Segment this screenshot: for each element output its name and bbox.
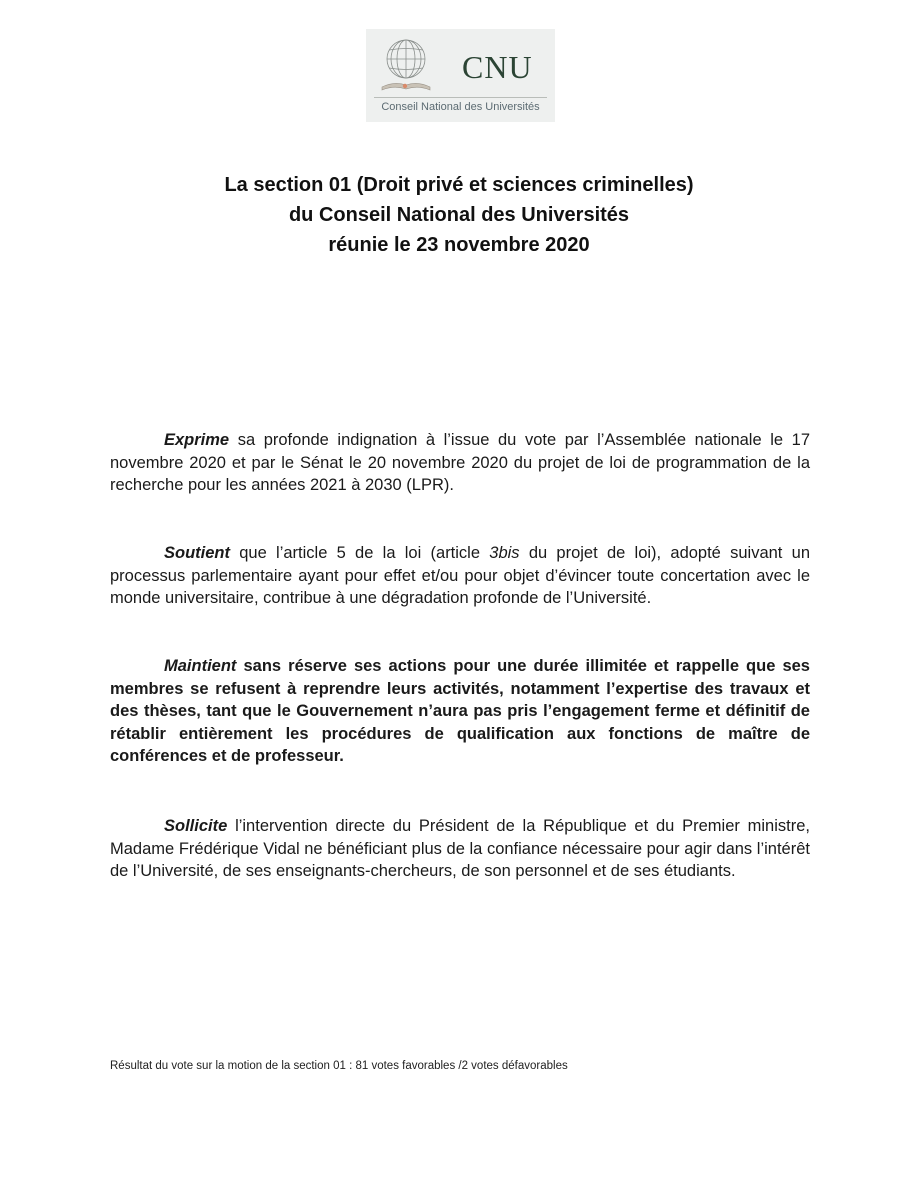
paragraph-exprime xyxy=(110,429,810,497)
verb-sollicite: Sollicite xyxy=(164,817,228,835)
paragraph-text: sans réserve ses actions pour une durée illimitée et rappelle que ses membres se refusent à reprendre leurs activités, notamment l’expertise des travaux et des thèses, tant que le Gouvernement n’aura pas pris l’engagement ferme et définitif de rétablir entièrement les procédures de qualification aux fonctions de maître de conférences et de professeur. xyxy=(110,657,810,765)
verb-exprime: Exprime xyxy=(164,431,230,449)
cnu-logo xyxy=(366,29,555,122)
title-line-3: réunie le 23 novembre 2020 xyxy=(328,234,590,256)
paragraph-text: que l’article 5 de la loi (article xyxy=(230,544,490,562)
paragraph-text: sa profonde indignation à l’issue du vote par l’Assemblée nationale le 17 novembre 2020 et par le Sénat le 20 novembre 2020 du projet de loi de programmation de la recherche pour les années 2021 à 2030 (LPR). xyxy=(110,431,810,494)
paragraph-soutient xyxy=(110,542,810,610)
verb-maintient: Maintient xyxy=(164,657,237,675)
logo-subtitle: Conseil National des Universités xyxy=(381,101,540,113)
document-title xyxy=(0,170,918,260)
logo-divider xyxy=(374,97,547,98)
verb-soutient: Soutient xyxy=(164,544,230,562)
vote-result: Résultat du vote sur la motion de la section 01 : 81 votes favorables /2 votes défavorables xyxy=(110,1060,568,1072)
globe-on-open-book-icon xyxy=(378,35,434,95)
logo-acronym: CNU xyxy=(462,49,533,85)
paragraph-sollicite xyxy=(110,815,810,883)
title-line-1: La section 01 (Droit privé et sciences criminelles) xyxy=(224,174,694,196)
title-line-2: du Conseil National des Universités xyxy=(288,204,630,226)
paragraph-text: l’intervention directe du Président de la République et du Premier ministre, Madame Frédérique Vidal ne bénéficiant plus de la confiance nécessaire pour agir dans l’intérêt de l’Université, de ses enseignants-chercheurs, de son personnel et de ses étudiants. xyxy=(110,817,810,880)
italic-term: 3bis xyxy=(489,544,520,562)
paragraph-text: du projet de loi), adopté suivant un processus parlementaire ayant pour effet et/ou pour objet d’évincer toute concertation avec le monde universitaire, contribue à une dégradation profonde de l’Université. xyxy=(110,544,810,607)
paragraph-maintient xyxy=(110,655,810,768)
